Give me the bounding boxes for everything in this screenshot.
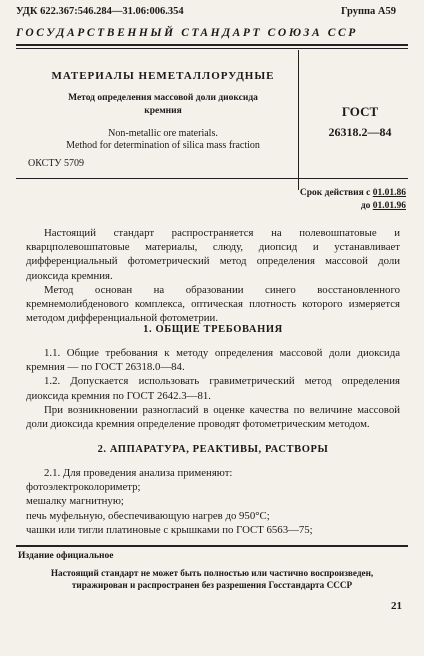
- english-title-line: Method for determination of silica mass fraction: [66, 140, 260, 151]
- group-code: Группа А59: [340, 6, 396, 17]
- copyright-note-line: Настоящий стандарт не может быть полностью или частично воспроизведен,: [50, 568, 374, 578]
- section-heading: 2. АППАРАТУРА, РЕАКТИВЫ, РАСТВОРЫ: [97, 444, 329, 455]
- list-item: мешалку магнитную;: [26, 495, 124, 508]
- top-divider: [16, 44, 408, 46]
- list-item: печь муфельную, обеспечивающую нагрев до 950°С;: [26, 509, 270, 522]
- equipment-list: [26, 466, 400, 537]
- section-paragraph: 1.1. Общие требования к методу определения массовой доли диоксида кремния — по ГОСТ 26318.0—84.: [26, 347, 400, 374]
- top-divider-thin: [16, 48, 408, 49]
- section-paragraph: При возникновении разногласий в оценке качества по величине массовой доли диоксида кремния определение проводят фотометрическим методом.: [26, 403, 400, 431]
- validity-from-date: 01.01.86: [372, 188, 406, 198]
- title-block: [28, 70, 298, 152]
- section-heading: 1. ОБЩИЕ ТРЕБОВАНИЯ: [143, 324, 283, 335]
- english-title-line: Non-metallic ore materials.: [108, 128, 218, 139]
- udk-code: УДК 622.367:546.284—31.06:006.354: [16, 6, 184, 17]
- intro-paragraph: Метод основан на образовании синего восстановленного кремнемолибденового комплекса, оптическая плотность которого измеряется методом дифференциальной фотометрии.: [26, 283, 400, 325]
- list-item: фотоэлектроколориметр;: [26, 481, 141, 494]
- validity-to-label: до: [360, 201, 371, 211]
- intro-text: [26, 226, 400, 325]
- list-item: 2.1. Для проведения анализа применяют:: [44, 467, 233, 479]
- validity-to-date: 01.01.96: [372, 201, 406, 211]
- page-number: 21: [391, 600, 402, 612]
- gost-designation: [310, 104, 410, 140]
- standard-title: ГОСУДАРСТВЕННЫЙ СТАНДАРТ СОЮЗА ССР: [16, 27, 358, 39]
- official-edition-label: Издание официальное: [18, 551, 114, 561]
- validity-from-label: Срок действия с: [299, 188, 371, 198]
- copyright-note: [18, 567, 406, 591]
- footer-divider: [16, 545, 408, 547]
- copyright-note-line: тиражирован и распространен без разрешения Госстандарта СССР: [71, 580, 353, 590]
- validity-period: [300, 187, 406, 213]
- gost-number: 26318.2—84: [328, 125, 392, 139]
- document-header: [16, 6, 408, 22]
- section-paragraph: 1.2. Допускается использовать гравиметрический метод определения диоксида кремния по ГОСТ 2642.3—81.: [26, 375, 400, 402]
- section1-text: [26, 346, 400, 431]
- okstu-code: ОКСТУ 5709: [28, 158, 85, 169]
- main-title: МАТЕРИАЛЫ НЕМЕТАЛЛОРУДНЫЕ: [51, 70, 275, 82]
- title-bottom-divider: [16, 178, 408, 179]
- intro-paragraph: Настоящий стандарт распространяется на полевошпатовые и кварцполевошпатовые материалы, слюду, диопсид и устанавливает дифференциальный фотометрический метод определения массовой доли диоксида кремния.: [26, 227, 400, 282]
- subtitle: [28, 92, 298, 118]
- footer: [18, 551, 406, 591]
- english-title: [28, 128, 298, 152]
- subtitle-line: Метод определения массовой доли диоксида: [68, 93, 258, 103]
- list-item: чашки или тигли платиновые с крышками по ГОСТ 6563—75;: [26, 523, 313, 536]
- subtitle-line: кремния: [144, 106, 182, 116]
- title-column-divider: [298, 50, 299, 190]
- gost-label: ГОСТ: [341, 104, 379, 119]
